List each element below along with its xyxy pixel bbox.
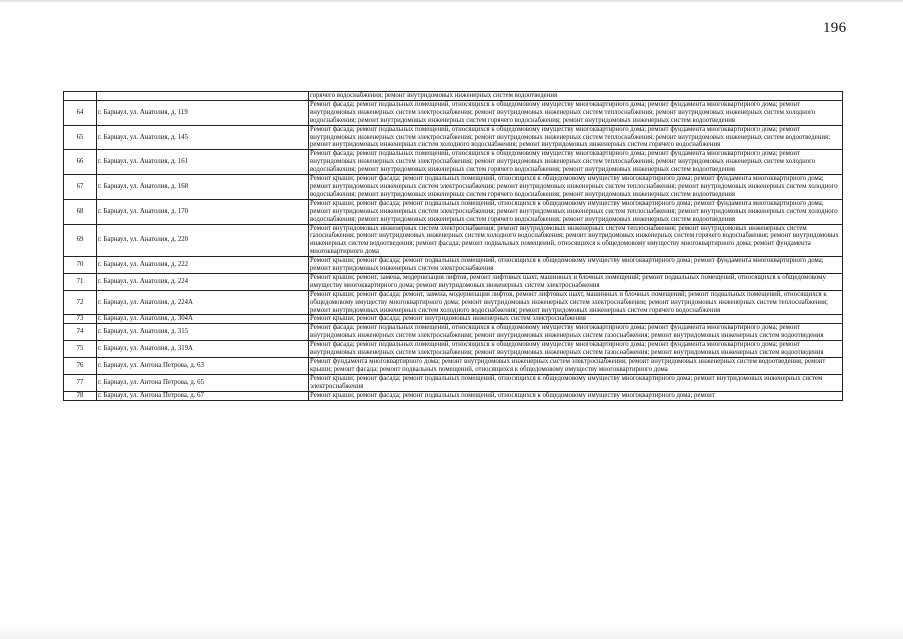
address-cell: г. Барнаул, ул. Антона Петрова, д. 67 — [97, 391, 309, 400]
row-number-cell: 71 — [64, 273, 97, 290]
table-row — [64, 374, 843, 391]
table-row — [64, 290, 843, 315]
address-cell: г. Барнаул, ул. Анатолия, д. 170 — [97, 199, 309, 224]
works-cell: Ремонт крыши; ремонт фасада; ремонт, замена, модернизация лифтов, ремонт лифтовых шахт, машинных и блочных помещений; ремонт подвальных помещений, относящихся к общедомовому имуществу многоквартирного дома; ремонт внутридомовых инженерных систем электроснабжения; ремонт внутридомовых инженерных систем теплоснабжения; ремонт внутридомовых инженерных систем холодного водоснабжения; ремонт внутридомовых инженерных систем горячего водоснабжения — [309, 290, 843, 315]
works-cell: Ремонт крыши; ремонт фасада; ремонт подвальных помещений, относящихся к общедомовому имуществу многоквартирного дома; ремонт внутридомовых инженерных систем электроснабжения — [309, 374, 843, 391]
address-cell: г. Барнаул, ул. Антона Петрова, д. 65 — [97, 374, 309, 391]
repair-register-body — [64, 92, 843, 401]
address-cell: г. Барнаул, ул. Анатолия, д. 315 — [97, 324, 309, 341]
works-cell: Ремонт крыши; ремонт фасада; ремонт внутридомовых инженерных систем электроснабжения — [309, 315, 843, 324]
address-cell: г. Барнаул, ул. Анатолия, д. 145 — [97, 125, 309, 150]
address-cell: г. Барнаул, ул. Анатолия, д. 224А — [97, 290, 309, 315]
table-row — [64, 175, 843, 200]
table-row — [64, 199, 843, 224]
works-cell: Ремонт фасада; ремонт подвальных помещений, относящихся к общедомовому имуществу многоквартирного дома; ремонт фундамента многоквартирного дома; ремонт внутридомовых инженерных систем электроснабжения; ремонт внутридомовых инженерных систем теплоснабжения; ремонт внутридомовых инженерных систем холодного водоснабжения; ремонт внутридомовых инженерных систем горячего водоснабжения; ремонт внутридомовых инженерных систем водоотведения — [309, 150, 843, 175]
repair-register-table — [63, 91, 843, 401]
table-row — [64, 358, 843, 375]
address-cell: г. Барнаул, ул. Анатолия, д. 119 — [97, 100, 309, 125]
table-row — [64, 315, 843, 324]
row-number-cell: 72 — [64, 290, 97, 315]
row-number-cell: 64 — [64, 100, 97, 125]
page-number: 196 — [823, 20, 847, 36]
row-number-cell: 67 — [64, 175, 97, 200]
scan-edge-bottom — [0, 624, 903, 639]
row-number-cell — [64, 92, 97, 101]
table-row — [64, 125, 843, 150]
row-number-cell: 68 — [64, 199, 97, 224]
row-number-cell: 66 — [64, 150, 97, 175]
address-cell: г. Барнаул, ул. Анатолия, д. 168 — [97, 175, 309, 200]
row-number-cell: 78 — [64, 391, 97, 400]
table-row — [64, 391, 843, 400]
works-cell: Ремонт фасада; ремонт подвальных помещений, относящихся к общедомовому имуществу многоквартирного дома; ремонт фундамента многоквартирного дома; ремонт внутридомовых инженерных систем электроснабжения; ремонт внутридомовых инженерных систем теплоснабжения; ремонт внутридомовых инженерных систем водоотведения; ремонт внутридомовых инженерных систем холодного водоснабжения; ремонт внутридомовых инженерных систем горячего водоснабжения — [309, 125, 843, 150]
row-number-cell: 74 — [64, 324, 97, 341]
table-row — [64, 100, 843, 125]
address-cell — [97, 92, 309, 101]
row-number-cell: 73 — [64, 315, 97, 324]
row-number-cell: 69 — [64, 224, 97, 257]
works-cell: Ремонт крыши; ремонт фасада; ремонт подвальных помещений, относящихся к общедомовому имуществу многоквартирного дома; ремонт фундамента многоквартирного дома; ремонт внутридомовых инженерных систем электроснабжения — [309, 257, 843, 274]
row-number-cell: 70 — [64, 257, 97, 274]
row-number-cell: 75 — [64, 341, 97, 358]
works-cell: Ремонт фундамента многоквартирного дома; ремонт внутридомовых инженерных систем электроснабжения; ремонт внутридомовых инженерных систем водоотведения; ремонт крыши; ремонт фасада; ремонт подвальных помещений, относящихся к общедомовому имуществу многоквартирного дома — [309, 358, 843, 375]
scan-edge-top — [0, 0, 903, 3]
works-cell: Ремонт крыши; ремонт, замена, модернизация лифтов, ремонт лифтовых шахт, машинных и блочных помещений; ремонт подвальных помещений, относящихся к общедомовому имуществу многоквартирного дома; ремонт внутридомовых инженерных систем электроснабжения — [309, 273, 843, 290]
table-row — [64, 257, 843, 274]
row-number-cell: 65 — [64, 125, 97, 150]
works-cell: Ремонт внутридомовых инженерных систем электроснабжения; ремонт внутридомовых инженерных систем теплоснабжения; ремонт внутридомовых инженерных систем газоснабжения; ремонт внутридомовых инженерных систем холодного водоснабжения; ремонт внутридомовых инженерных систем горячего водоснабжения; ремонт внутридомовых инженерных систем водоотведения; ремонт фасада; ремонт подвальных помещений, относящихся к общедомовому имуществу многоквартирного дома; ремонт фундамента многоквартирного дома — [309, 224, 843, 257]
table-row — [64, 150, 843, 175]
works-cell: Ремонт фасада; ремонт подвальных помещений, относящихся к общедомовому имуществу многоквартирного дома; ремонт фундамента многоквартирного дома; ремонт внутридомовых инженерных систем электроснабжения; ремонт внутридомовых инженерных систем теплоснабжения; ремонт внутридомовых инженерных систем холодного водоснабжения; ремонт внутридомовых инженерных систем горячего водоснабжения; ремонт внутридомовых инженерных систем водоотведения — [309, 100, 843, 125]
address-cell: г. Барнаул, ул. Анатолия, д. 319А — [97, 341, 309, 358]
works-cell: Ремонт фасада; ремонт подвальных помещений, относящихся к общедомовому имуществу многоквартирного дома; ремонт фундамента многоквартирного дома; ремонт внутридомовых инженерных систем электроснабжения; ремонт внутридомовых инженерных систем газоснабжения; ремонт внутридомовых инженерных систем водоотведения — [309, 341, 843, 358]
address-cell: г. Барнаул, ул. Анатолия, д. 304А — [97, 315, 309, 324]
works-cell: Ремонт крыши; ремонт фасада; ремонт подвальных помещений, относящихся к общедомовому имуществу многоквартирного дома; ремонт фундамента многоквартирного дома; ремонт внутридомовых инженерных систем электроснабжения; ремонт внутридомовых инженерных систем теплоснабжения; ремонт внутридомовых инженерных систем холодного водоснабжения; ремонт внутридомовых инженерных систем горячего водоснабжения; ремонт внутридомовых инженерных систем водоотведения — [309, 175, 843, 200]
row-number-cell: 76 — [64, 358, 97, 375]
row-number-cell: 77 — [64, 374, 97, 391]
table-row — [64, 273, 843, 290]
address-cell: г. Барнаул, ул. Анатолия, д. 222 — [97, 257, 309, 274]
table-row — [64, 224, 843, 257]
works-cell: Ремонт крыши; ремонт фасада; ремонт подвальных помещений, относящихся к общедомовому имуществу многоквартирного дома; ремонт — [309, 391, 843, 400]
address-cell: г. Барнаул, ул. Анатолия, д. 161 — [97, 150, 309, 175]
address-cell: г. Барнаул, ул. Антона Петрова, д. 63 — [97, 358, 309, 375]
table-row — [64, 324, 843, 341]
address-cell: г. Барнаул, ул. Анатолия, д. 220 — [97, 224, 309, 257]
works-cell: горячего водоснабжения; ремонт внутридомовых инженерных систем водоотведения — [309, 92, 843, 101]
works-cell: Ремонт фасада; ремонт подвальных помещений, относящихся к общедомовому имуществу многоквартирного дома; ремонт фундамента многоквартирного дома; ремонт внутридомовых инженерных систем электроснабжения; ремонт внутридомовых инженерных систем газоснабжения; ремонт внутридомовых инженерных систем водоотведения — [309, 324, 843, 341]
table-row — [64, 341, 843, 358]
address-cell: г. Барнаул, ул. Анатолия, д. 224 — [97, 273, 309, 290]
works-cell: Ремонт крыши; ремонт фасада; ремонт подвальных помещений, относящихся к общедомовому имуществу многоквартирного дома; ремонт фундамента многоквартирного дома; ремонт внутридомовых инженерных систем электроснабжения; ремонт внутридомовых инженерных систем теплоснабжения; ремонт внутридомовых инженерных систем холодного водоснабжения; ремонт внутридомовых инженерных систем горячего водоснабжения; ремонт внутридомовых инженерных систем водоотведения — [309, 199, 843, 224]
table-row — [64, 92, 843, 101]
